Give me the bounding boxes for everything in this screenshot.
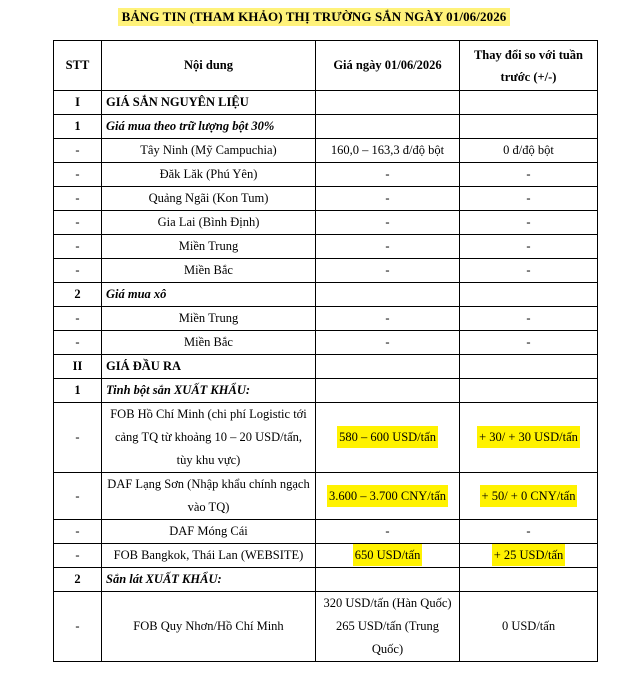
table-row (54, 187, 598, 211)
cell-content: FOB Hồ Chí Minh (chi phí Logistic tới cảng TQ từ khoảng 10 – 20 USD/tấn, tùy khu vực) (102, 403, 316, 473)
cell-price: - (316, 163, 460, 187)
table-row (54, 91, 598, 115)
cell-change: - (460, 211, 598, 235)
cell-price: - (316, 331, 460, 355)
highlighted-price: 3.600 – 3.700 CNY/tấn (327, 485, 448, 507)
cell-change: - (460, 307, 598, 331)
cell-price (316, 473, 460, 520)
cell-content: GIÁ SẮN NGUYÊN LIỆU (102, 91, 316, 115)
cell-price (316, 379, 460, 403)
cell-content: Sắn lát XUẤT KHẨU: (102, 568, 316, 592)
cell-price (316, 91, 460, 115)
table-row (54, 355, 598, 379)
cell-content: Giá mua xô (102, 283, 316, 307)
highlighted-price: 650 USD/tấn (353, 544, 423, 566)
cell-change: - (460, 259, 598, 283)
highlighted-change: + 30/ + 30 USD/tấn (477, 426, 580, 448)
cell-change (460, 355, 598, 379)
cell-stt: - (54, 211, 102, 235)
cell-change: - (460, 163, 598, 187)
cell-change (460, 91, 598, 115)
cell-price: - (316, 259, 460, 283)
cell-change: 0 đ/độ bột (460, 139, 598, 163)
cell-price: - (316, 235, 460, 259)
cell-price (316, 544, 460, 568)
cell-content: Tây Ninh (Mỹ Campuchia) (102, 139, 316, 163)
highlighted-change: + 25 USD/tấn (492, 544, 566, 566)
cell-stt: - (54, 473, 102, 520)
cell-stt: - (54, 592, 102, 662)
table-row (54, 283, 598, 307)
table-row (54, 235, 598, 259)
cell-price (316, 355, 460, 379)
cell-change: - (460, 520, 598, 544)
cell-change (460, 403, 598, 473)
cell-stt: - (54, 307, 102, 331)
cell-stt: 1 (54, 115, 102, 139)
cell-price: 160,0 – 163,3 đ/độ bột (316, 139, 460, 163)
cell-price: 320 USD/tấn (Hàn Quốc) 265 USD/tấn (Trung Quốc) (316, 592, 460, 662)
cell-content: Gia Lai (Bình Định) (102, 211, 316, 235)
cell-content: DAF Lạng Sơn (Nhập khẩu chính ngạch vào TQ) (102, 473, 316, 520)
cell-content: Miền Trung (102, 307, 316, 331)
table-row (54, 568, 598, 592)
cell-change: 0 USD/tấn (460, 592, 598, 662)
cell-change (460, 379, 598, 403)
table-row (54, 331, 598, 355)
cell-price (316, 403, 460, 473)
market-price-table (53, 40, 598, 662)
cell-content: Đăk Lăk (Phú Yên) (102, 163, 316, 187)
document-title: BẢNG TIN (THAM KHẢO) THỊ TRƯỜNG SẮN NGÀY 01/06/2026 (118, 8, 511, 26)
table-row (54, 139, 598, 163)
table-row (54, 379, 598, 403)
title-container (0, 8, 628, 26)
cell-price: - (316, 520, 460, 544)
cell-stt: - (54, 520, 102, 544)
table-row (54, 403, 598, 473)
cell-stt: - (54, 139, 102, 163)
cell-content: Miền Trung (102, 235, 316, 259)
cell-price: - (316, 307, 460, 331)
cell-stt: 1 (54, 379, 102, 403)
header-stt: STT (54, 41, 102, 91)
cell-change (460, 283, 598, 307)
cell-change (460, 544, 598, 568)
cell-content: Giá mua theo trữ lượng bột 30% (102, 115, 316, 139)
cell-change (460, 115, 598, 139)
cell-stt: - (54, 187, 102, 211)
table-row (54, 473, 598, 520)
table-row (54, 520, 598, 544)
cell-stt: II (54, 355, 102, 379)
table-row (54, 163, 598, 187)
table-row (54, 115, 598, 139)
cell-content: DAF Móng Cái (102, 520, 316, 544)
cell-stt: 2 (54, 568, 102, 592)
table-row (54, 592, 598, 662)
cell-stt: - (54, 331, 102, 355)
header-price: Giá ngày 01/06/2026 (316, 41, 460, 91)
cell-stt: - (54, 544, 102, 568)
cell-change: - (460, 187, 598, 211)
cell-stt: - (54, 163, 102, 187)
cell-change: - (460, 331, 598, 355)
cell-content: GIÁ ĐẦU RA (102, 355, 316, 379)
cell-price: - (316, 187, 460, 211)
cell-stt: I (54, 91, 102, 115)
cell-change: - (460, 235, 598, 259)
cell-price (316, 568, 460, 592)
header-change: Thay đổi so với tuần trước (+/-) (460, 41, 598, 91)
cell-content: FOB Bangkok, Thái Lan (WEBSITE) (102, 544, 316, 568)
table-row (54, 211, 598, 235)
cell-content: Tinh bột sắn XUẤT KHẨU: (102, 379, 316, 403)
highlighted-change: + 50/ + 0 CNY/tấn (480, 485, 578, 507)
cell-content: FOB Quy Nhơn/Hồ Chí Minh (102, 592, 316, 662)
cell-price (316, 115, 460, 139)
cell-stt: - (54, 259, 102, 283)
cell-stt: - (54, 235, 102, 259)
cell-change (460, 568, 598, 592)
cell-change (460, 473, 598, 520)
cell-content: Quảng Ngãi (Kon Tum) (102, 187, 316, 211)
cell-price: - (316, 211, 460, 235)
header-content: Nội dung (102, 41, 316, 91)
table-row (54, 307, 598, 331)
cell-stt: - (54, 403, 102, 473)
cell-content: Miền Bắc (102, 259, 316, 283)
cell-price (316, 283, 460, 307)
table-header-row (54, 41, 598, 91)
highlighted-price: 580 – 600 USD/tấn (337, 426, 438, 448)
table-row (54, 544, 598, 568)
cell-content: Miền Bắc (102, 331, 316, 355)
table-row (54, 259, 598, 283)
cell-stt: 2 (54, 283, 102, 307)
